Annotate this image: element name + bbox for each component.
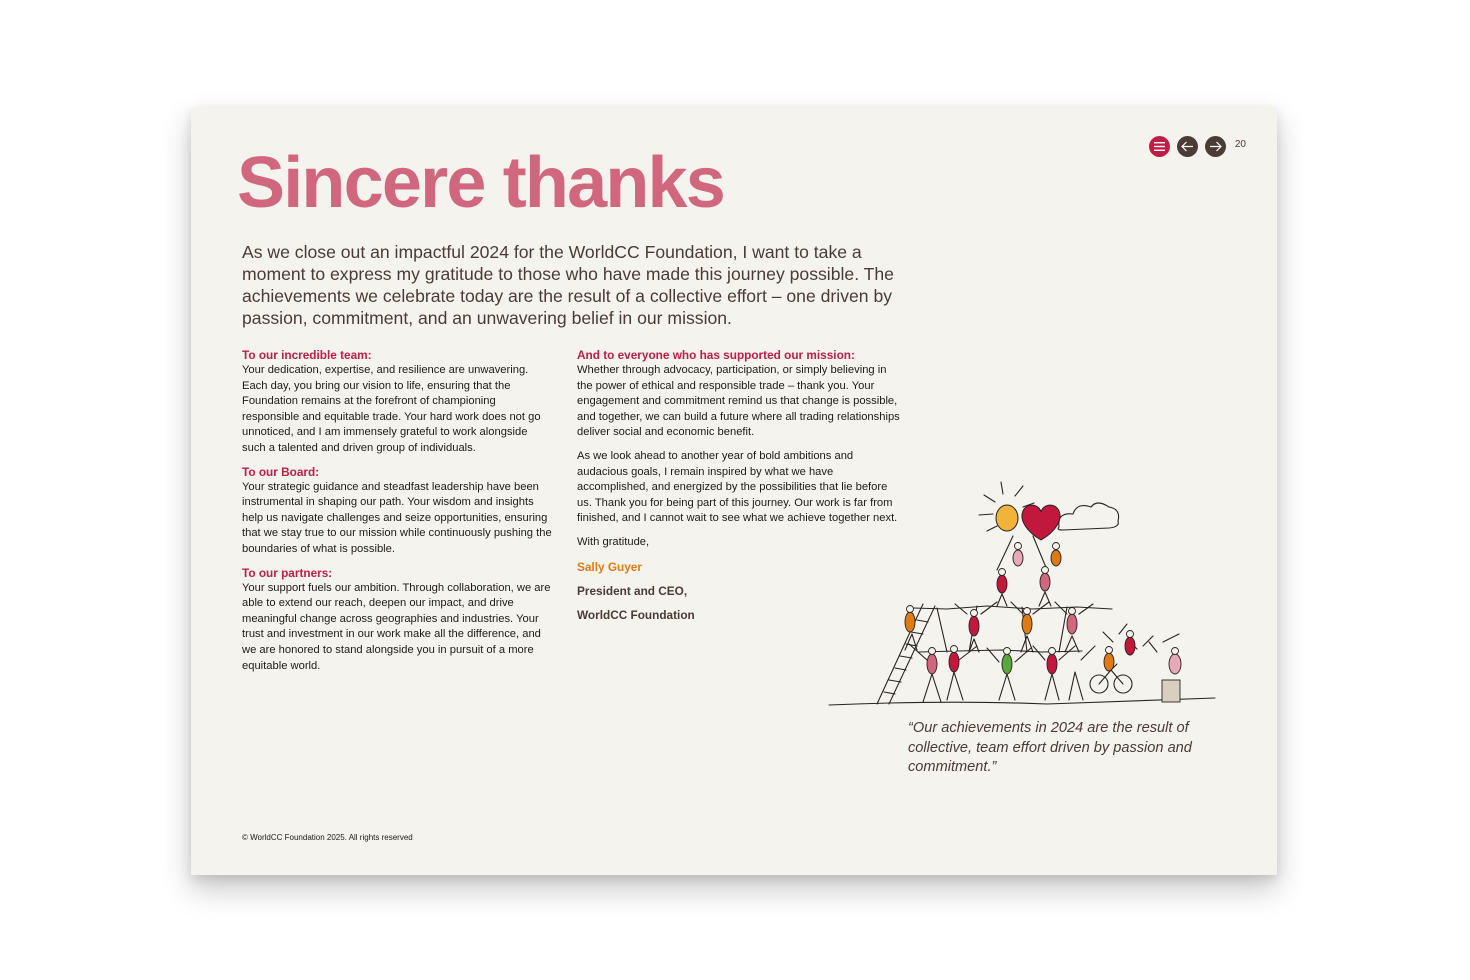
signature-organization: WorldCC Foundation <box>577 607 695 622</box>
section-heading-board: To our Board: <box>242 464 320 479</box>
pull-quote: “Our achievements in 2024 are the result of collective, team effort driven by passion and commitment.” <box>908 720 1192 776</box>
menu-icon <box>1154 142 1165 151</box>
page-title: Sincere thanks <box>237 143 725 223</box>
left-column <box>242 348 552 682</box>
arrow-left-icon <box>1181 141 1194 152</box>
section-heading-partners: To our partners: <box>242 565 333 580</box>
signature-role: President and CEO, <box>577 583 688 598</box>
section-heading-supporters: And to everyone who has supported our mission: <box>577 348 855 362</box>
section-heading-team: To our incredible team: <box>242 348 372 362</box>
previous-page-button[interactable] <box>1177 136 1198 157</box>
closing-line: With gratitude, <box>577 535 650 548</box>
report-page <box>191 107 1277 875</box>
section-body-supporters: Whether through advocacy, participation, or simply believing in the power of ethical and responsible trade – thank you. Your engagement and commitment remind us that change is possible, and together, we can build a future where all trading relationships deliver social and economic benefit. <box>577 364 900 439</box>
arrow-right-icon <box>1209 141 1222 152</box>
intro-paragraph: As we close out an impactful 2024 for the WorldCC Foundation, I want to take a moment to express my gratitude to those who have made this journey possible. The achievements we celebrate today are the result of a collective effort – one driven by passion, commitment, and an unwavering belief in our mission. <box>242 242 894 328</box>
section-body-outlook: As we look ahead to another year of bold ambitions and audacious goals, I remain inspired by what we have accomplished, and energized by the possibilities that lie before us. Thank you for being part of this journey. Our work is far from finished, and I cannot wait to see what we achieve together next. <box>577 449 898 525</box>
section-body-partners: Your support fuels our ambition. Through collaboration, we are able to extend our reach, deepen our impact, and drive meaningful change across geographies and industries. Your trust and investment in our work make all the difference, and we are honored to stand alongside you in pursuit of a more equitable world. <box>242 581 551 672</box>
page-navigation <box>1149 136 1246 157</box>
page-number: 20 <box>1234 139 1246 150</box>
human-pyramid-illustration <box>827 474 1227 714</box>
section-body-team: Your dedication, expertise, and resilience are unwavering. Each day, you bring our vision to life, ensuring that the Foundation remains at the forefront of championing responsible and equitable trade. Your hard work does not go unnoticed, and I am immensely grateful to work alongside such a talented and driven group of individuals. <box>242 364 541 454</box>
signature-name: Sally Guyer <box>577 559 642 574</box>
section-body-board: Your strategic guidance and steadfast leadership have been instrumental in shaping our path. Your wisdom and insights help us navigate challenges and seize opportunities, ensuring that we stay true to our mission while continuously pushing the boundaries of what is possible. <box>242 480 552 555</box>
menu-button[interactable] <box>1149 136 1170 157</box>
copyright-footer: © WorldCC Foundation 2025. All rights reserved <box>242 833 413 842</box>
next-page-button[interactable] <box>1205 136 1226 157</box>
